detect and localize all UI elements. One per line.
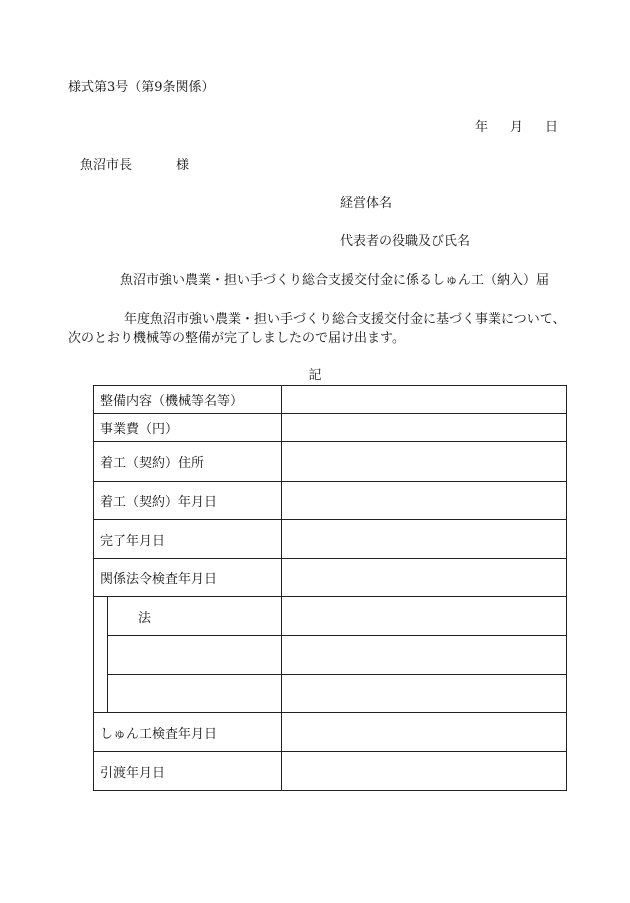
date-year: 年 [474, 120, 488, 135]
representative-label: 代表者の役職及び氏名 [340, 234, 471, 249]
table-row [94, 414, 567, 442]
row-label: 事業費（円） [94, 414, 282, 442]
table-row [94, 442, 567, 482]
row-label: 引渡年月日 [94, 752, 282, 791]
body-text [68, 310, 576, 348]
subrow-label[interactable] [108, 636, 282, 675]
date-month: 月 [509, 120, 523, 135]
addressee-name: 魚沼市長 [80, 158, 133, 173]
table-row [94, 520, 567, 559]
addressee [80, 158, 189, 174]
row-value-field[interactable] [282, 520, 567, 559]
row-label: 完了年月日 [94, 520, 282, 559]
row-value-field[interactable] [282, 386, 567, 414]
subrow-value-field[interactable] [282, 636, 567, 675]
subrow-indent [94, 597, 108, 636]
row-value-field[interactable] [282, 713, 567, 752]
body-paragraph: 年度魚沼市強い農業・担い手づくり総合支援交付金に基づく事業について、次のとおり機械等の整備が完了しましたので届け出ます。 [68, 312, 566, 346]
table-row [94, 482, 567, 520]
row-label: しゅん工検査年月日 [94, 713, 282, 752]
ki-heading: 記 [308, 368, 322, 383]
row-label: 整備内容（機械等名等） [94, 386, 282, 414]
row-value-field[interactable] [282, 559, 567, 597]
row-label: 関係法令検査年月日 [94, 559, 282, 597]
row-label: 着工（契約）年月日 [94, 482, 282, 520]
table-subrow [94, 636, 567, 675]
subrow-value-field[interactable] [282, 675, 567, 713]
date-line [475, 120, 558, 136]
table-subrow [94, 675, 567, 713]
row-value-field[interactable] [282, 442, 567, 482]
management-name-label: 経営体名 [340, 196, 393, 211]
subrow-indent [94, 636, 108, 675]
subrow-value-field[interactable] [282, 597, 567, 636]
document-title: 魚沼市強い農業・担い手づくり総合支援交付金に係るしゅん工（納入）届 [120, 273, 550, 288]
form-number: 様式第3号（第9条関係） [68, 80, 215, 95]
row-value-field[interactable] [282, 482, 567, 520]
table-subrow [94, 597, 567, 636]
subrow-label: 法 [108, 597, 282, 636]
table-row [94, 559, 567, 597]
addressee-honorific: 様 [176, 158, 190, 173]
row-value-field[interactable] [282, 414, 567, 442]
date-day: 日 [544, 120, 558, 135]
form-table [93, 385, 567, 791]
table-row [94, 713, 567, 752]
table-row [94, 752, 567, 791]
subrow-label[interactable] [108, 675, 282, 713]
table-row [94, 386, 567, 414]
row-label: 着工（契約）住所 [94, 442, 282, 482]
row-value-field[interactable] [282, 752, 567, 791]
subrow-indent [94, 675, 108, 713]
